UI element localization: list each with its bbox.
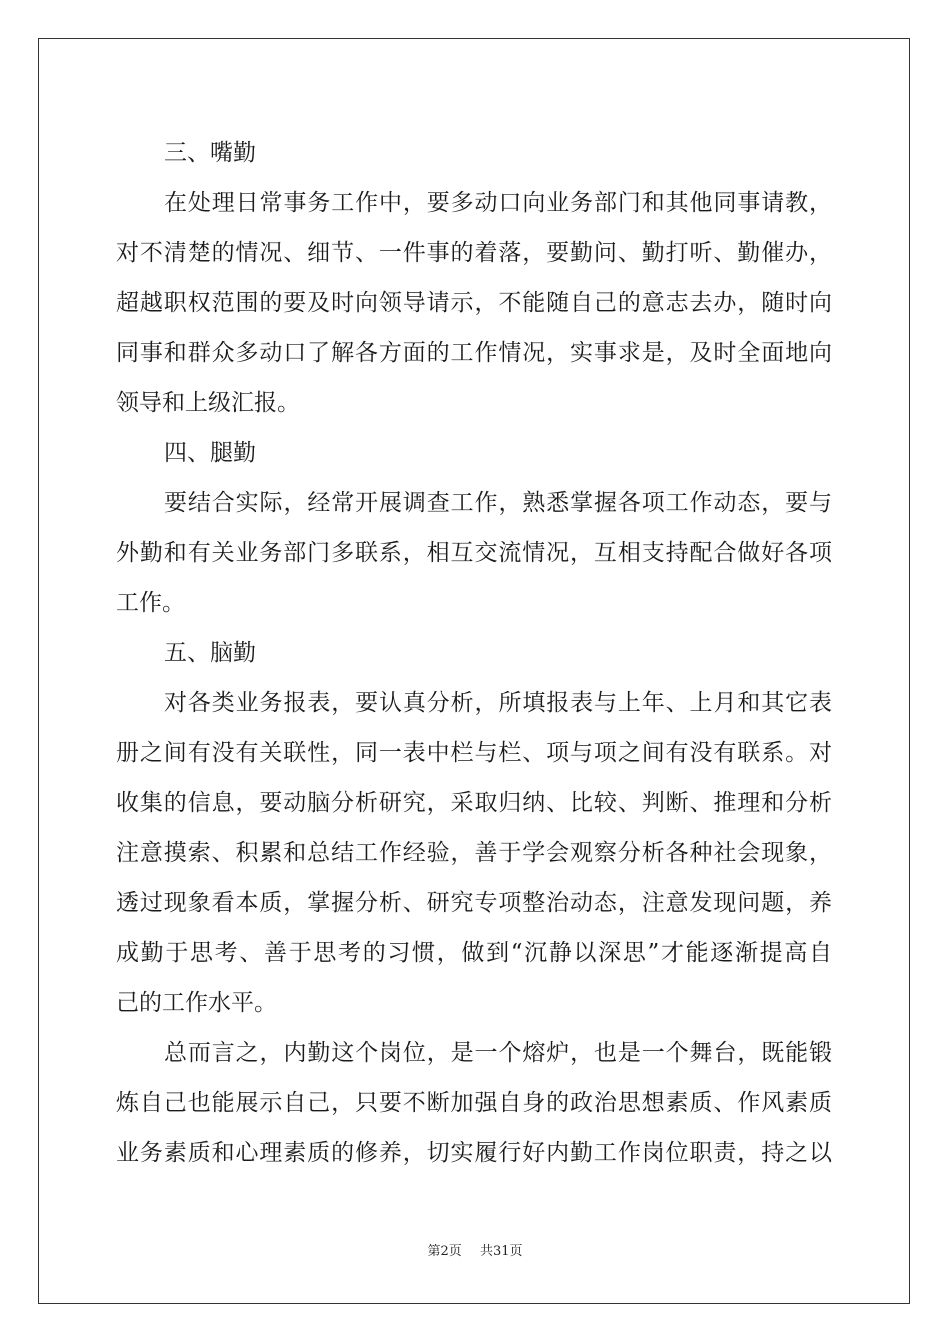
section-heading-mouth: 三、嘴勤 [164,140,256,166]
section-heading-brain: 五、脑勤 [164,640,256,666]
paragraph-line: 注意摸索、积累和总结工作经验，善于学会观察分析各种社会现象， [116,840,832,866]
page-number: 第2页 [427,1244,462,1259]
paragraph-line: 超越职权范围的要及时向领导请示，不能随自己的意志去办，随时向 [116,290,832,316]
paragraph-line: 领导和上级汇报。 [116,390,300,416]
paragraph-line: 透过现象看本质，掌握分析、研究专项整治动态，注意发现问题，养 [116,890,832,916]
page-total: 共31页 [479,1244,523,1259]
conclusion-line: 总而言之，内勤这个岗位，是一个熔炉，也是一个舞台，既能锻 [164,1040,832,1066]
paragraph-line: 对各类业务报表，要认真分析，所填报表与上年、上月和其它表 [164,690,832,716]
conclusion-line: 业务素质和心理素质的修养，切实履行好内勤工作岗位职责，持之以 [116,1140,832,1166]
paragraph-line: 要结合实际，经常开展调查工作，熟悉掌握各项工作动态，要与 [164,490,832,516]
paragraph-line: 己的工作水平。 [116,990,277,1016]
paragraph-line: 工作。 [116,590,185,616]
paragraph-line: 同事和群众多动口了解各方面的工作情况，实事求是，及时全面地向 [116,340,832,366]
paragraph-line: 收集的信息，要动脑分析研究，采取归纳、比较、判断、推理和分析 [116,790,832,816]
document-body [116,128,832,1178]
page-footer [0,1243,950,1261]
paragraph-line: 在处理日常事务工作中，要多动口向业务部门和其他同事请教， [164,190,832,216]
paragraph-line: 册之间有没有关联性，同一表中栏与栏、项与项之间有没有联系。对 [116,740,832,766]
conclusion-line: 炼自己也能展示自己，只要不断加强自身的政治思想素质、作风素质 [116,1090,832,1116]
section-heading-legs: 四、腿勤 [164,440,256,466]
paragraph-line: 成勤于思考、善于思考的习惯，做到“沉静以深思”才能逐渐提高自 [116,940,832,966]
paragraph-line: 外勤和有关业务部门多联系，相互交流情况，互相支持配合做好各项 [116,540,832,566]
paragraph-line: 对不清楚的情况、细节、一件事的着落，要勤问、勤打听、勤催办， [116,240,832,266]
